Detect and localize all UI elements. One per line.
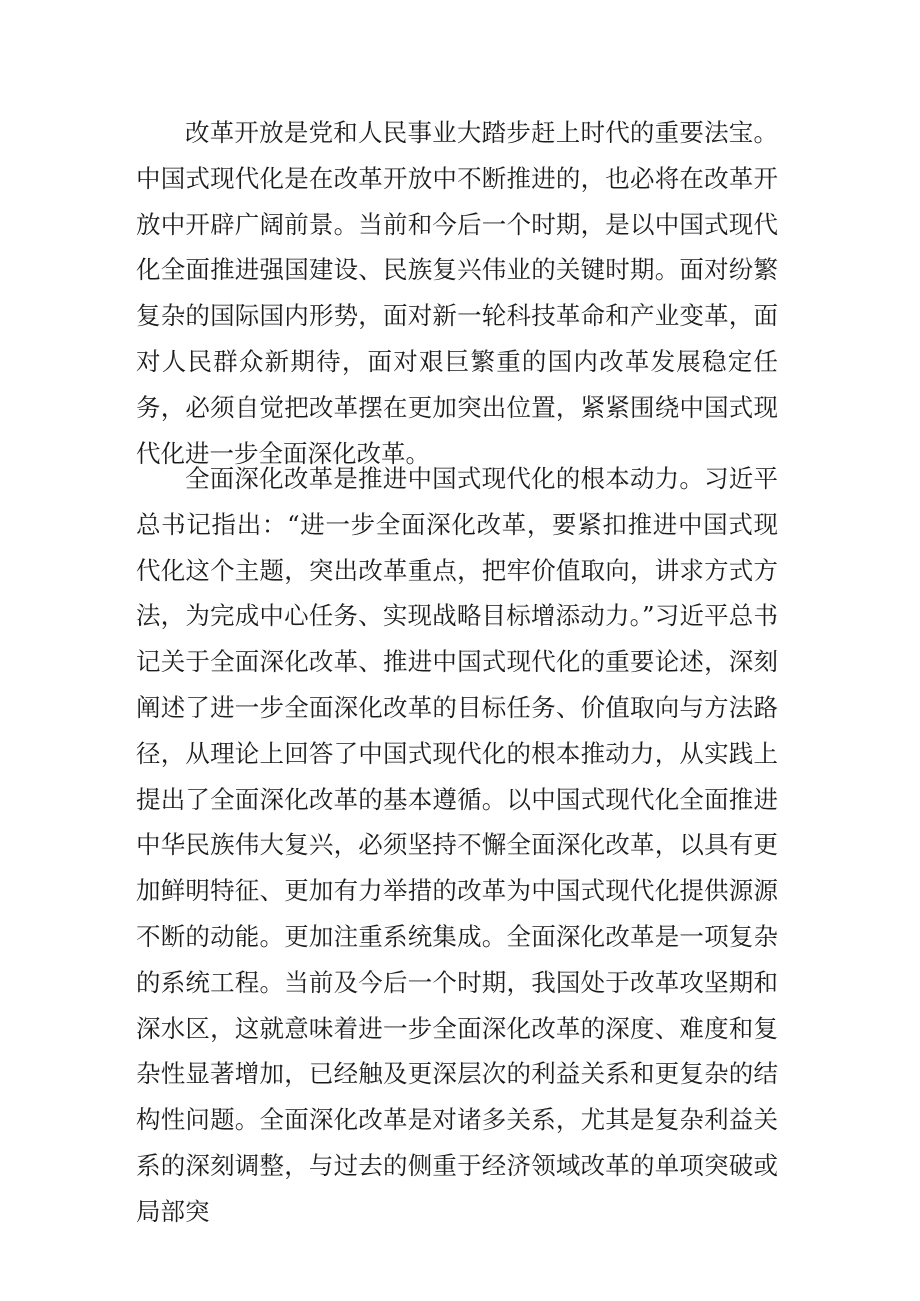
paragraph-deepening-reform: 全面深化改革是推进中国式现代化的根本动力。习近平总书记指出：“进一步全面深化改革，要紧扣推进中国式现代化这个主题，突出改革重点，把牢价值取向，讲求方式方法，为完成中心任务、实现战略目标增添动力。”习近平总书记关于全面深化改革、推进中国式现代化的重要论述，深刻阐述了进一步全面深化改革的目标任务、价值取向与方法路径，从理论上回答了中国式现代化的根本推动力，从实践上提出了全面深化改革的基本遵循。以中国式现代化全面推进中华民族伟大复兴，必须坚持不懈全面深化改革，以具有更加鲜明特征、更加有力举措的改革为中国式现代化提供源源不断的动能。更加注重系统集成。全面深化改革是一项复杂的系统工程。当前及今后一个时期，我国处于改革攻坚期和深水区，这就意味着进一步全面深化改革的深度、难度和复杂性显著增加，已经触及更深层次的利益关系和更复杂的结构性问题。全面深化改革是对诸多关系，尤其是复杂利益关系的深刻调整，与过去的侧重于经济领域改革的单项突破或局部突 [136,464,778,1226]
paragraph-reform-opening: 改革开放是党和人民事业大踏步赶上时代的重要法宝。中国式现代化是在改革开放中不断推进的，也必将在改革开放中开辟广阔前景。当前和今后一个时期，是以中国式现代化全面推进强国建设、民族复兴伟业的关键时期。面对纷繁复杂的国际国内形势，面对新一轮科技革命和产业变革，面对人民群众新期待，面对艰巨繁重的国内改革发展稳定任务，必须自觉把改革摆在更加突出位置，紧紧围绕中国式现代化进一步全面深化改革。 [136,118,778,468]
